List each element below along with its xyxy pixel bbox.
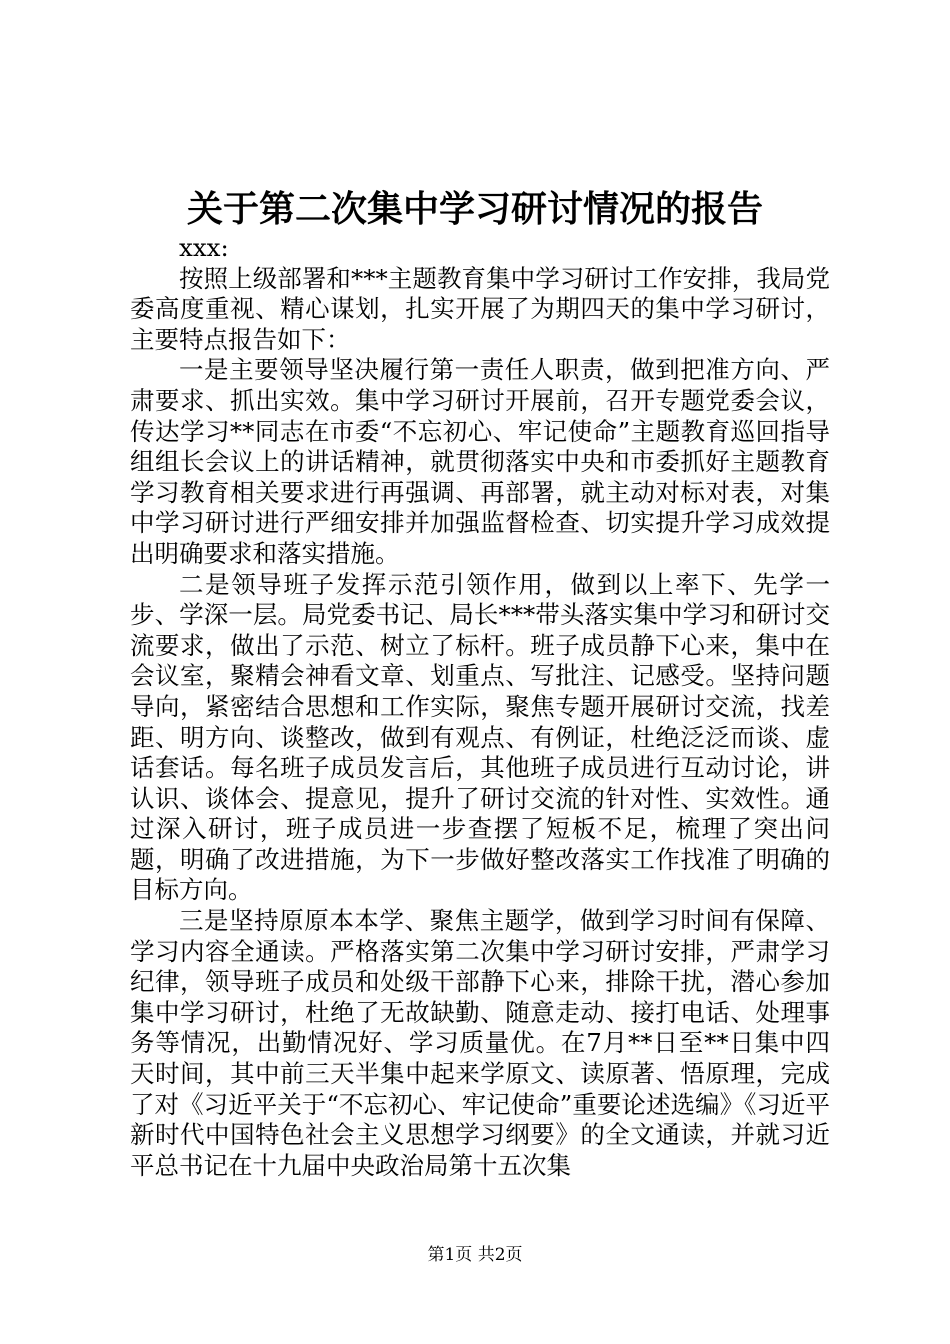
page-indicator: 第1页 共2页 bbox=[427, 1245, 523, 1265]
paragraph-point-one: 一是主要领导坚决履行第一责任人职责，做到把准方向、严肃要求、抓出实效。集中学习研讨开展前，召开专题党委会议，传达学习**同志在市委“不忘初心、牢记使命”主题教育巡回指导组组长会议上的讲话精神，就贯彻落实中央和市委抓好主题教育学习教育相关要求进行再强调、再部署，就主动对标对表，对集中学习研讨进行严细安排并加强监督检查、切实提升学习成效提出明确要求和落实措施。 bbox=[130, 355, 830, 568]
page-footer bbox=[0, 1243, 950, 1267]
paragraph-point-three: 三是坚持原原本本学、聚焦主题学，做到学习时间有保障、学习内容全通读。严格落实第二次集中学习研讨安排，严肃学习纪律，领导班子成员和处级干部静下心来，排除干扰，潜心参加集中学习研讨，杜绝了无故缺勤、随意走动、接打电话、处理事务等情况，出勤情况好、学习质量优。在7月**日至**日集中四天时间，其中前三天半集中起来学原文、读原著、悟原理，完成了对《习近平关于“不忘初心、牢记使命”重要论述选编》《习近平新时代中国特色社会主义思想学习纲要》的全文通读，并就习近平总书记在十九届中央政治局第十五次集 bbox=[130, 906, 830, 1180]
document-title: 关于第二次集中学习研讨情况的报告 bbox=[186, 188, 763, 230]
document-body bbox=[130, 233, 830, 1181]
salutation: xxx: bbox=[179, 233, 229, 262]
paragraph-intro: 按照上级部署和***主题教育集中学习研讨工作安排，我局党委高度重视、精心谋划，扎实开展了为期四天的集中学习研讨，主要特点报告如下： bbox=[130, 263, 830, 354]
paragraph-point-two: 二是领导班子发挥示范引领作用，做到以上率下、先学一步、学深一层。局党委书记、局长***带头落实集中学习和研讨交流要求，做出了示范、树立了标杆。班子成员静下心来，集中在会议室，聚精会神看文章、划重点、写批注、记感受。坚持问题导向，紧密结合思想和工作实际，聚焦专题开展研讨交流，找差距、明方向、谈整改，做到有观点、有例证，杜绝泛泛而谈、虚话套话。每名班子成员发言后，其他班子成员进行互动讨论，讲认识、谈体会、提意见，提升了研讨交流的针对性、实效性。通过深入研讨，班子成员进一步查摆了短板不足，梳理了突出问题，明确了改进措施，为下一步做好整改落实工作找准了明确的目标方向。 bbox=[130, 569, 830, 905]
